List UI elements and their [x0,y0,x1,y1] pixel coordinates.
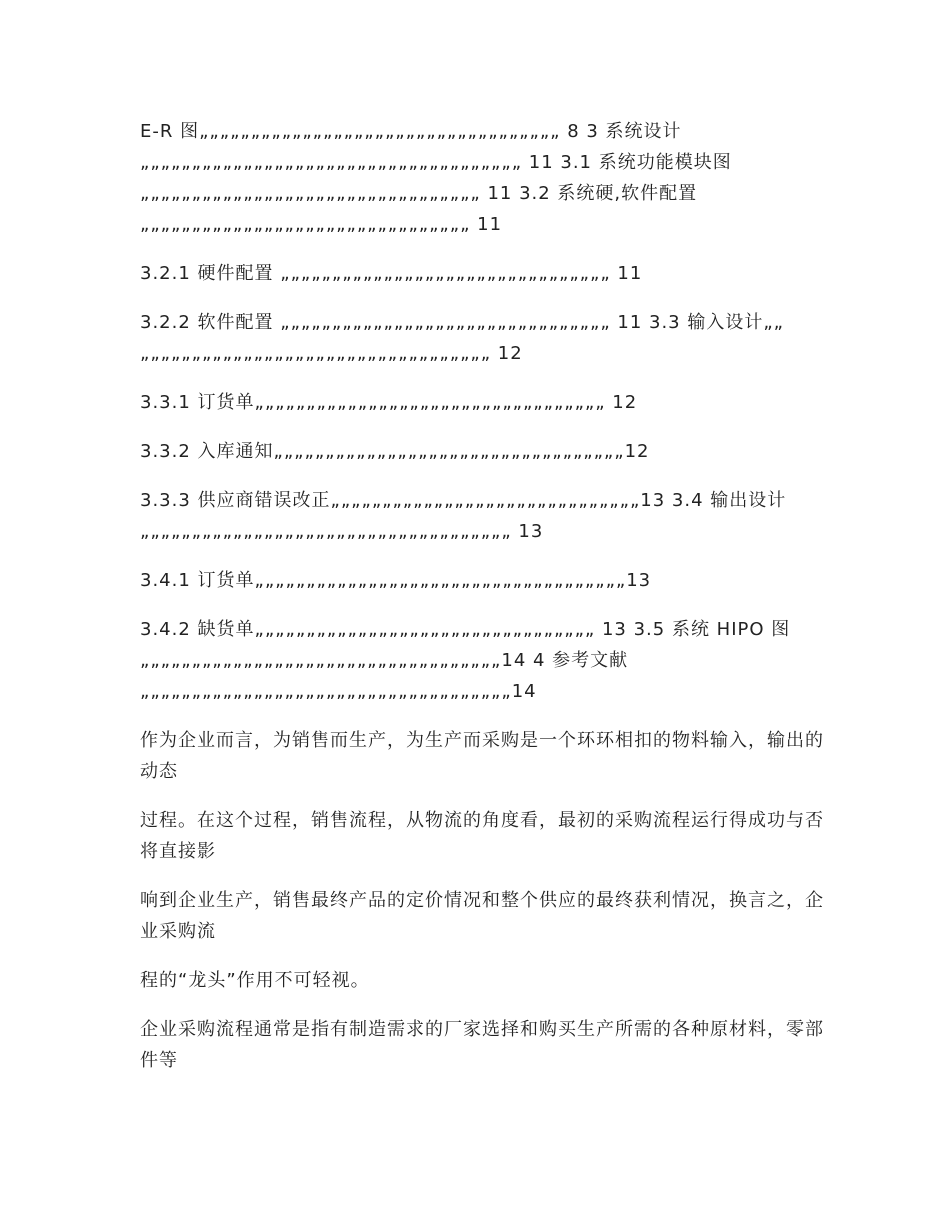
body-paragraph: 作为企业而言，为销售而生产，为生产而采购是一个环环相扣的物料输入，输出的动态 [140,730,824,782]
toc-entry: 3.4.1 订货单„„„„„„„„„„„„„„„„„„„„„„„„„„„„„„„„„„„„13 [140,570,652,591]
toc-entry: 3.3.1 订货单„„„„„„„„„„„„„„„„„„„„„„„„„„„„„„„„„„ 12 [140,392,638,413]
toc-entry: 3.3.2 入库通知„„„„„„„„„„„„„„„„„„„„„„„„„„„„„„„„„„12 [140,441,650,462]
body-paragraph: 企业采购流程通常是指有制造需求的厂家选择和购买生产所需的各种原材料，零部件等 [140,1019,824,1071]
toc-entry: 3.3.3 供应商错误改正„„„„„„„„„„„„„„„„„„„„„„„„„„„„„„13 3.4 输出设计„„„„„„„„„„„„„„„„„„„„„„„„„„„„„„„„„„„„ 13 [140,490,787,542]
document-page [140,116,830,1094]
body-paragraph: 响到企业生产，销售最终产品的定价情况和整个供应的最终获利情况，换言之，企业采购流 [140,890,824,942]
toc-entry: 3.2.1 硬件配置 „„„„„„„„„„„„„„„„„„„„„„„„„„„„„„„„ 11 [140,263,643,284]
toc-entry: 3.4.2 缺货单„„„„„„„„„„„„„„„„„„„„„„„„„„„„„„„„„ 13 3.5 系统 HIPO 图„„„„„„„„„„„„„„„„„„„„„„„„„„„„„„„„„„„14 4 参考文献„„„„„„„„„„„„„„„„„„„„„„„„„„„„„„„„„„„„14 [140,619,791,702]
toc-entry: 3.2.2 软件配置 „„„„„„„„„„„„„„„„„„„„„„„„„„„„„„„„ 11 3.3 输入设计„„ „„„„„„„„„„„„„„„„„„„„„„„„„„„„„„„„„„ 12 [140,312,784,364]
body-paragraph: 程的“龙头”作用不可轻视。 [140,970,370,991]
toc-entry: E-R 图„„„„„„„„„„„„„„„„„„„„„„„„„„„„„„„„„„„ 8 3 系统设计 „„„„„„„„„„„„„„„„„„„„„„„„„„„„„„„„„„„„„ 11 3.1 系统功能模块图„„„„„„„„„„„„„„„„„„„„„„„„„„„„„„„„„ 11 3.2 系统硬,软件配置„„„„„„„„„„„„„„„„„„„„„„„„„„„„„„„„ 11 [140,121,732,235]
body-paragraph: 过程。在这个过程，销售流程，从物流的角度看，最初的采购流程运行得成功与否将直接影 [140,810,824,862]
